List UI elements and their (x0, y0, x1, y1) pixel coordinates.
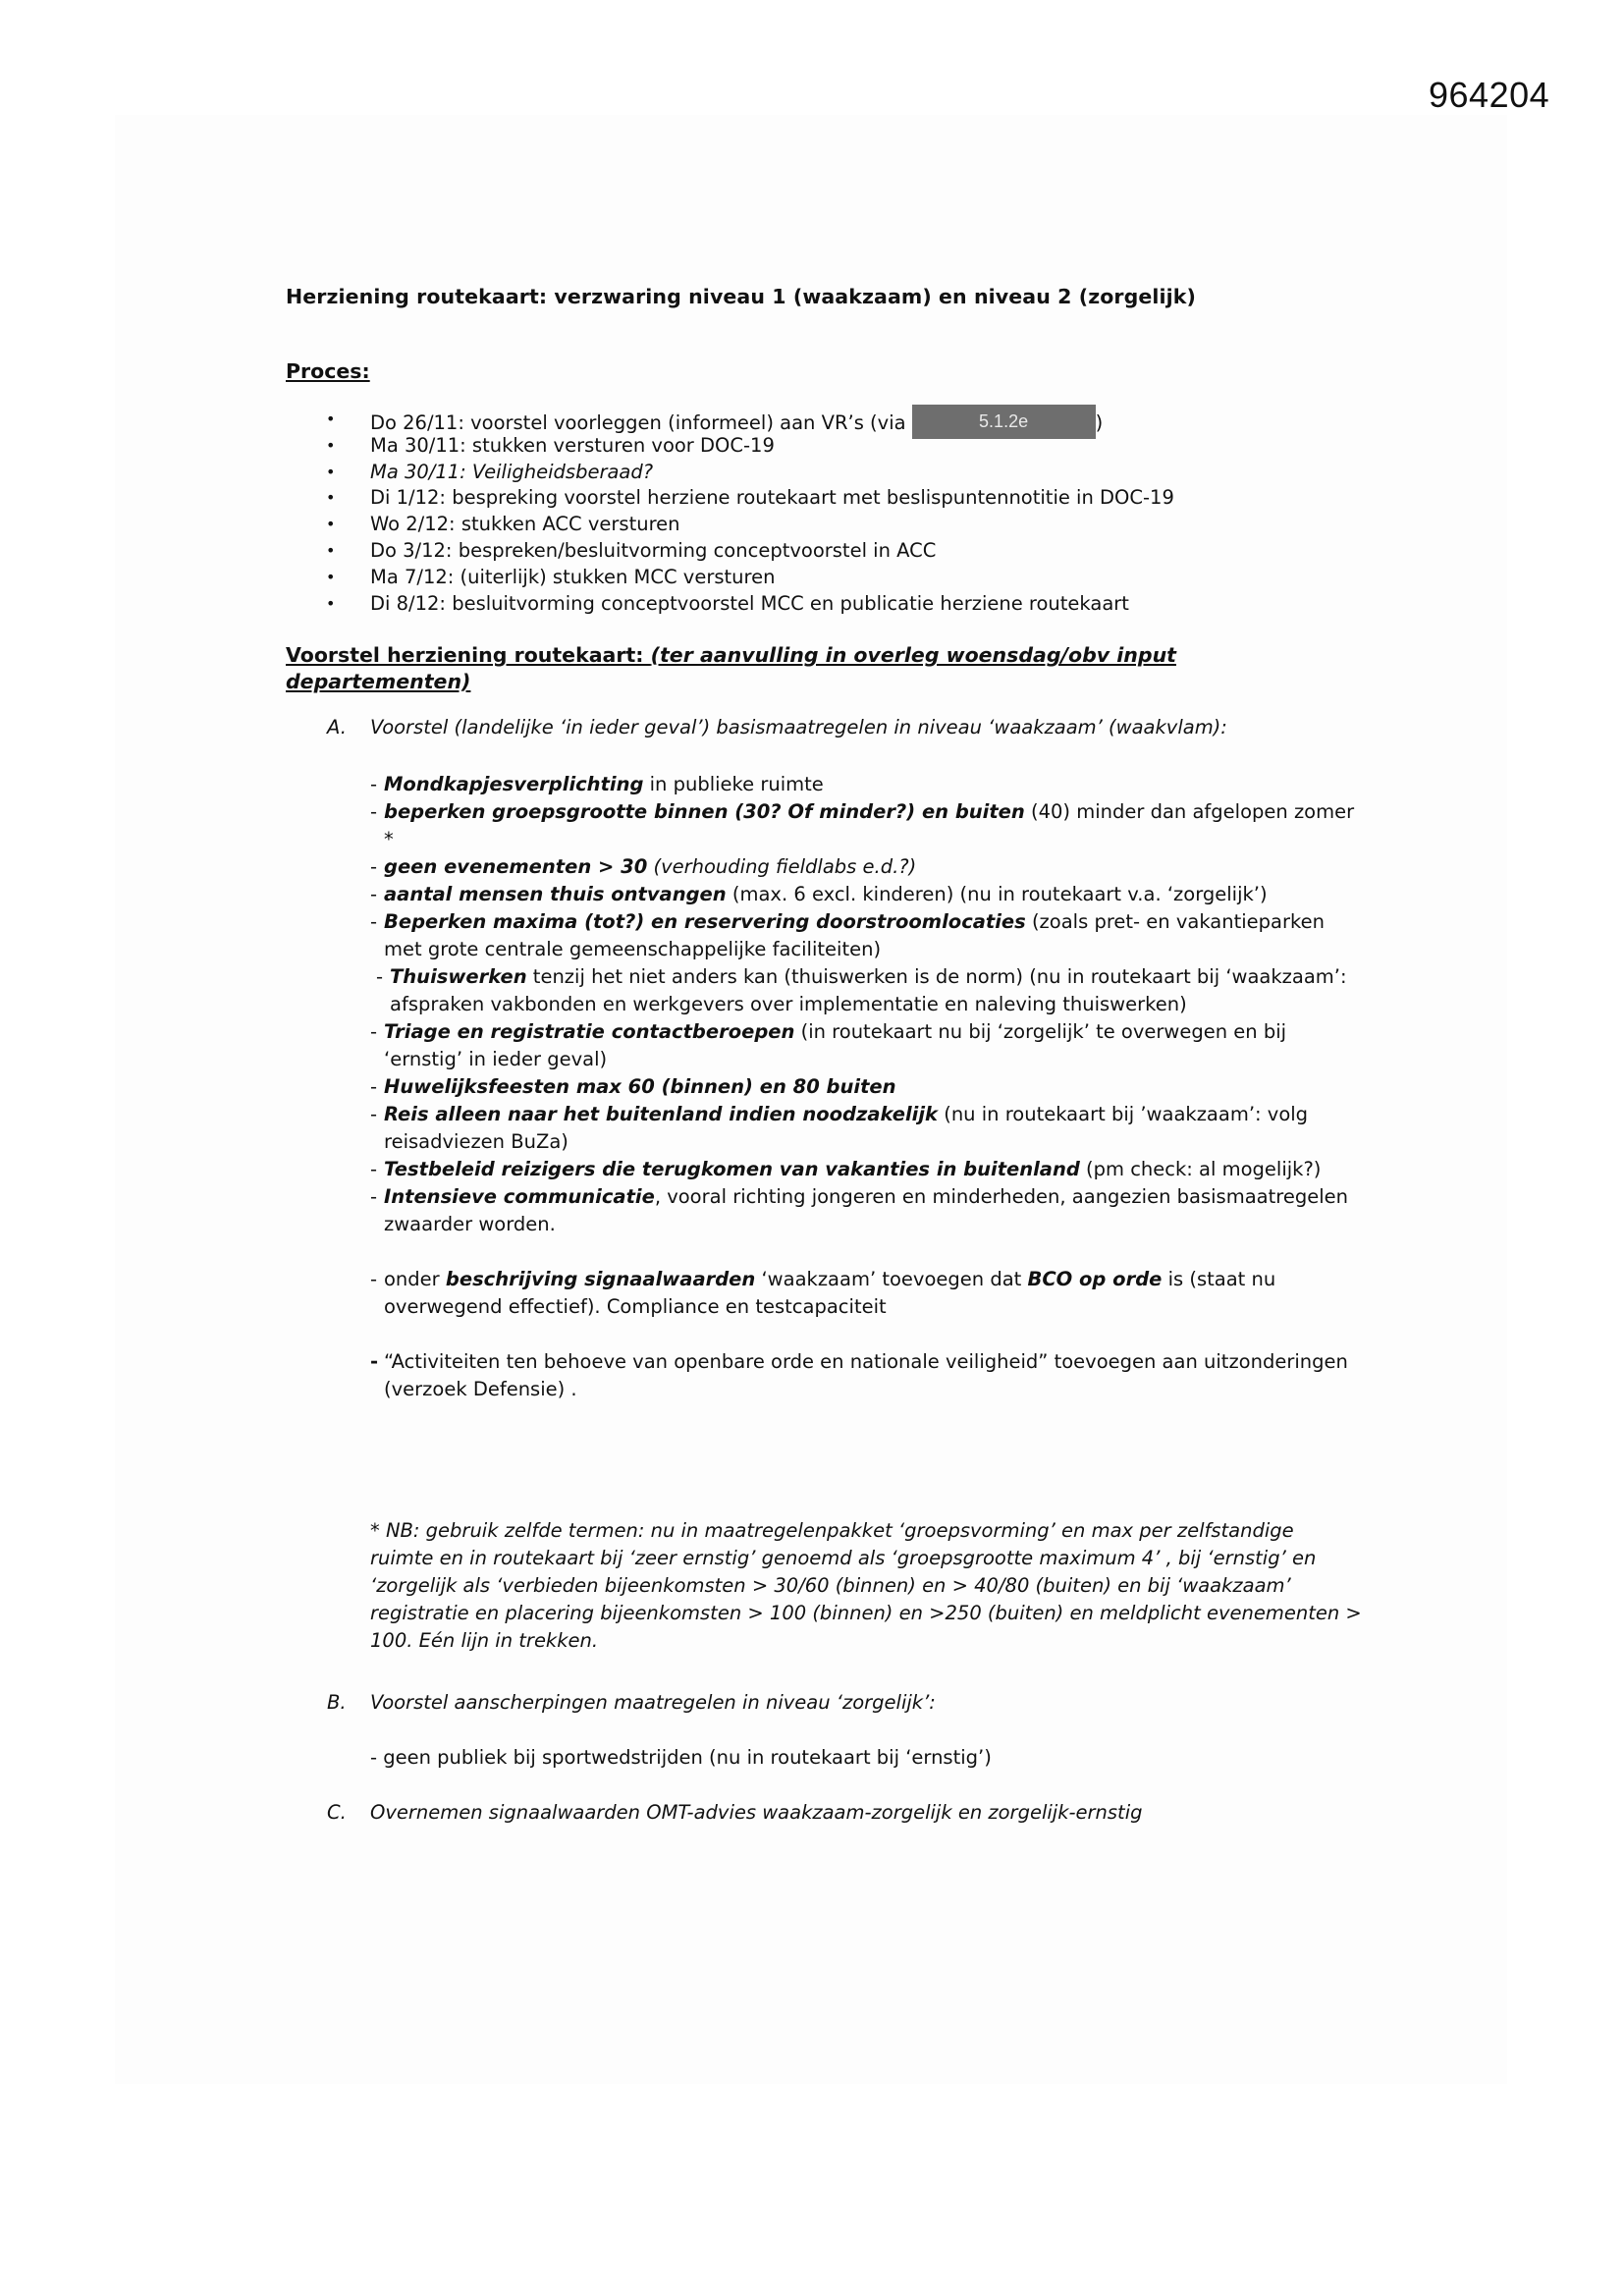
bullet-icon: • (326, 435, 336, 455)
section-c-title: Overnemen signaalwaarden OMT-advies waakzaam-zorgelijk en zorgelijk-ernstig (370, 1801, 1143, 1824)
section-b-title: Voorstel aanscherpingen maatregelen in niveau ‘zorgelijk’: (370, 1691, 936, 1714)
nb-note: * NB: gebruik zelfde termen: nu in maatregelenpakket ‘groepsvorming’ en max per zelfstandige ruimte en in routekaart bij ‘zeer ernstig’ genoemd als ‘groepsgrootte maximum 4’ , bij ‘ernstig’ en ‘zorgelijk als ‘verbieden bijeenkomsten > 30/60 (binnen) en > 40/80 (buiten) en bij ‘waakzaam’ registratie en placering bijeenkomsten > 100 (binnen) en >250 (buiten) en meldplicht evenementen > 100. Eén lijn in trekken. (370, 1519, 1362, 1652)
section-a-title: Voorstel (landelijke ‘in ieder geval’) basismaatregelen in niveau ‘waakzaam’ (waakvlam): (370, 716, 1227, 738)
section-b-item: - geen publiek bij sportwedstrijden (nu in routekaart bij ‘ernstig’) (370, 1746, 992, 1769)
measure-item: - Testbeleid reizigers die terugkomen van vakanties in buitenland (pm check: al mogelijk?) (370, 1158, 1322, 1180)
measure-item: - Reis alleen naar het buitenland indien noodzakelijk (nu in routekaart bij ’waakzaam’: volg reisadviezen BuZa) (370, 1103, 1309, 1153)
proces-heading: Proces: (286, 359, 370, 383)
proces-item: • Wo 2/12: stukken ACC versturen (324, 512, 1174, 538)
measure-item: - Thuiswerken tenzij het niet anders kan (thuiswerken is de norm) (nu in routekaart bij ‘waakzaam’: afspraken vakbonden en werkgevers over implementatie en naleving thuiswerken) (376, 965, 1347, 1015)
proces-item: • Ma 30/11: stukken versturen voor DOC-19 (324, 433, 1174, 460)
proces-item: • Do 3/12: bespreken/besluitvorming conceptvoorstel in ACC (324, 538, 1174, 565)
document-title: Herziening routekaart: verzwaring niveau 1 (waakzaam) en niveau 2 (zorgelijk) (286, 285, 1196, 308)
section-a-items (370, 771, 1362, 1403)
measure-item: - Triage en registratie contactberoepen (in routekaart nu bij ‘zorgelijk’ te overwegen en bij ‘ernstig’ in ieder geval) (370, 1020, 1287, 1070)
measure-item: - Intensieve communicatie, vooral richting jongeren en minderheden, aangezien basismaatregelen zwaarder worden. (370, 1185, 1348, 1235)
section-a-letter: A. (327, 716, 347, 738)
bullet-icon: • (326, 410, 336, 428)
proces-item: • Di 8/12: besluitvorming conceptvoorstel MCC en publicatie herziene routekaart (324, 591, 1174, 618)
proces-list (324, 407, 1174, 617)
proces-item: • Di 1/12: bespreking voorstel herziene routekaart met beslispuntennotitie in DOC-19 (324, 485, 1174, 512)
proces-item: • Ma 30/11: Veiligheidsberaad? (324, 460, 1174, 486)
document-number: 964204 (1429, 75, 1550, 115)
bullet-icon: • (326, 515, 336, 534)
proces-item: • Do 26/11: voorstel voorleggen (informeel) aan VR’s (via 5.1.2e ) (324, 407, 1174, 433)
measure-item: - Mondkapjesverplichting in publieke ruimte (370, 773, 824, 795)
measure-item: - Huwelijksfeesten max 60 (binnen) en 80 buiten (370, 1075, 896, 1098)
section-b-letter: B. (327, 1691, 347, 1714)
measure-item: - geen evenementen > 30 (verhouding fieldlabs e.d.?) (370, 855, 917, 878)
bullet-icon: • (326, 488, 336, 508)
redaction-box: 5.1.2e (912, 405, 1096, 439)
proces-item: • Ma 7/12: (uiterlijk) stukken MCC versturen (324, 565, 1174, 591)
bullet-icon: • (326, 567, 336, 586)
section-c-letter: C. (327, 1801, 347, 1824)
defensie-item: - “Activiteiten ten behoeve van openbare orde en nationale veiligheid” toevoegen aan uitzonderingen (verzoek Defensie) . (370, 1350, 1348, 1400)
signal-values-item: - onder beschrijving signaalwaarden ‘waakzaam’ toevoegen dat BCO op orde is (staat nu overwegend effectief). Compliance en testcapaciteit (370, 1268, 1276, 1318)
measure-item: - aantal mensen thuis ontvangen (max. 6 excl. kinderen) (nu in routekaart v.a. ‘zorgelijk’) (370, 883, 1268, 905)
voorstel-heading: Voorstel herziening routekaart: (ter aanvulling in overleg woensdag/obv input departementen) (286, 643, 1176, 693)
measure-item: - Beperken maxima (tot?) en reservering doorstroomlocaties (zoals pret- en vakantieparken met grote centrale gemeenschappelijke faciliteiten) (370, 910, 1325, 960)
measure-item: - beperken groepsgrootte binnen (30? Of minder?) en buiten (40) minder dan afgelopen zomer * (370, 800, 1355, 850)
bullet-icon: • (326, 462, 336, 481)
bullet-icon: • (326, 540, 336, 560)
bullet-icon: • (326, 593, 336, 613)
